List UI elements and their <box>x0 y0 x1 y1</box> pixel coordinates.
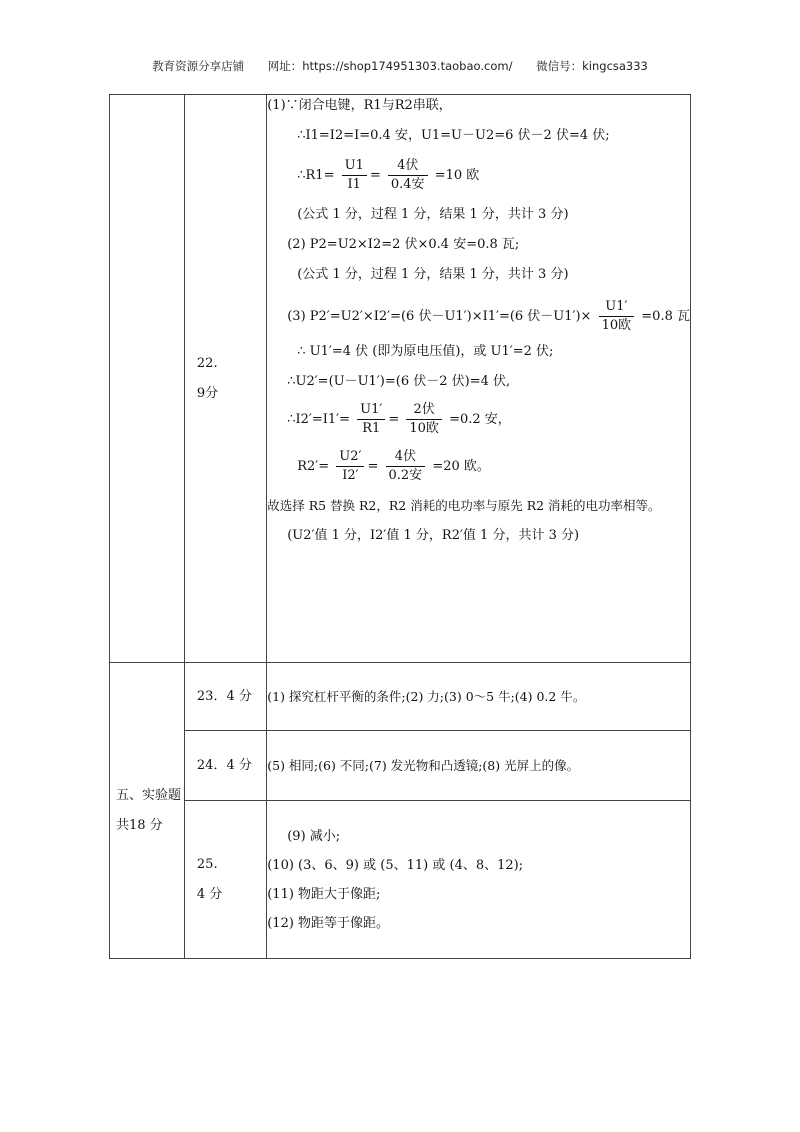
question-label-q23 <box>184 663 266 731</box>
fraction-numerator: U1′ <box>599 298 635 317</box>
q22-p3-r-result: =20 欧。 <box>432 459 490 474</box>
section-total: 共18 分 <box>116 817 163 833</box>
shop-name: 教育资源分享店铺 <box>152 59 245 73</box>
q24-label: 24．4 分 <box>196 757 252 773</box>
q22-p3-prefix: (3) P2′=U2′×I2′=(6 伏－U1′)×I1′=(6 伏－U1′)× <box>287 309 592 324</box>
q23-answer <box>267 663 691 731</box>
q22-p2-marks: (公式 1 分，过程 1 分，结果 1 分，共计 3 分) <box>297 267 569 282</box>
list-item: (12) 物距等于像距。 <box>267 915 390 931</box>
table-row-q24 <box>110 731 691 801</box>
q22-p1-marks: (公式 1 分，过程 1 分，结果 1 分，共计 3 分) <box>297 207 569 222</box>
q22-p3-marks: (U2′值 1 分，I2′值 1 分，R2′值 1 分，共计 3 分) <box>287 528 580 543</box>
q22-p3-power <box>267 298 690 335</box>
section-cell-empty <box>110 95 185 663</box>
section-title: 五、实验题 <box>116 787 182 803</box>
fraction-denominator: I1 <box>347 177 361 192</box>
fraction <box>342 157 367 194</box>
question-label-q25 <box>184 801 266 959</box>
q22-p3-line3: ∴U2′=(U－U1′)=(6 伏－2 伏)=4 伏, <box>287 374 511 389</box>
list-item: (9) 减小; <box>287 828 341 844</box>
shop-url: 网址：https://shop174951303.taobao.com/ <box>267 59 513 73</box>
fraction <box>388 157 428 194</box>
q22-answer <box>267 95 691 663</box>
fraction-numerator: 4伏 <box>388 157 428 176</box>
q25-number: 25. <box>196 856 218 872</box>
q24-answer-text: (5) 相同;(6) 不同;(7) 发光物和凸透镜;(8) 光屏上的像。 <box>267 757 580 773</box>
question-label-q22 <box>184 95 266 663</box>
q25-score: 4 分 <box>196 886 223 902</box>
fraction-denominator: 0.4安 <box>390 177 425 192</box>
fraction-numerator: U1 <box>342 157 367 176</box>
fraction-numerator: 2伏 <box>406 401 442 420</box>
section-title-cell <box>110 663 185 959</box>
q25-answer <box>267 801 691 959</box>
q22-number: 22. <box>196 355 218 371</box>
fraction-denominator: 10欧 <box>601 318 632 333</box>
table-row-q22 <box>110 95 691 663</box>
q22-p1-r1-prefix: ∴R1= <box>297 168 335 183</box>
q22-p1-line2: ∴I1=I2=I=0.4 安，U1=U－U2=6 伏－2 伏=4 伏; <box>297 128 610 143</box>
q24-answer <box>267 731 691 801</box>
fraction-denominator: 10欧 <box>409 421 439 436</box>
q22-p3-resistance: R2′= $\frac{U2'}{I2'}$ = $\frac{\text{4伏}}{\text{0.2安}}$ =20 欧。 <box>297 449 490 483</box>
list-item: (10) (3、6、9) 或 (5、11) 或 (4、8、12); <box>267 857 524 873</box>
answer-table <box>109 94 691 959</box>
fraction <box>336 448 364 485</box>
q22-p3-i-prefix: ∴I2′=I1′= <box>287 412 351 427</box>
q22-p1-r1-result: =10 欧 <box>434 168 480 183</box>
fraction-denominator: I2′ <box>342 468 359 483</box>
q22-p3-r-prefix: R2′= <box>297 459 330 474</box>
q22-p3-conclusion: 故选择 R5 替换 R2，R2 消耗的电功率与原先 R2 消耗的电功率相等。 <box>267 498 661 513</box>
q22-p3-i-result: =0.2 安， <box>449 412 511 427</box>
fraction-numerator: U1′ <box>357 401 385 420</box>
q22-p1-intro: (1)∵闭合电键，R1与R2串联， <box>267 98 452 113</box>
wechat-id: 微信号：kingcsa333 <box>536 59 648 73</box>
fraction <box>386 448 426 485</box>
fraction <box>599 298 635 335</box>
question-label-q24 <box>184 731 266 801</box>
fraction <box>406 401 442 438</box>
q22-score: 9分 <box>196 385 219 401</box>
fraction-numerator: U2′ <box>336 448 364 467</box>
fraction <box>357 401 385 438</box>
q22-p3-current: ∴I2′=I1′= $\frac{U1'}{R1}$ = $\frac{\text{2伏}}{\text{10欧}}$ =0.2 安， <box>287 402 511 436</box>
page-header <box>0 58 800 74</box>
table-row-q25 <box>110 801 691 959</box>
fraction-denominator: 0.2安 <box>388 468 423 483</box>
q22-p1-r1-formula: ∴R1= $\frac{U1}{I1}$ = $\frac{\text{4伏}}{\text{0.4安}}$ =10 欧 <box>297 158 480 192</box>
table-row-q23 <box>110 663 691 731</box>
fraction-denominator: R1 <box>362 421 381 436</box>
q22-p2-line: (2) P2=U2×I2=2 伏×0.4 安=0.8 瓦; <box>287 237 520 252</box>
list-item: (11) 物距大于像距; <box>267 886 381 902</box>
q22-p3-result: =0.8 瓦 <box>641 309 690 324</box>
q22-p3-line2: ∴ U1′=4 伏 (即为原电压值)，或 U1′=2 伏; <box>297 344 554 359</box>
fraction-numerator: 4伏 <box>386 448 426 467</box>
q23-label: 23．4 分 <box>196 688 252 704</box>
q23-answer-text: (1) 探究杠杆平衡的条件;(2) 力;(3) 0～5 牛;(4) 0.2 牛。 <box>267 688 586 704</box>
